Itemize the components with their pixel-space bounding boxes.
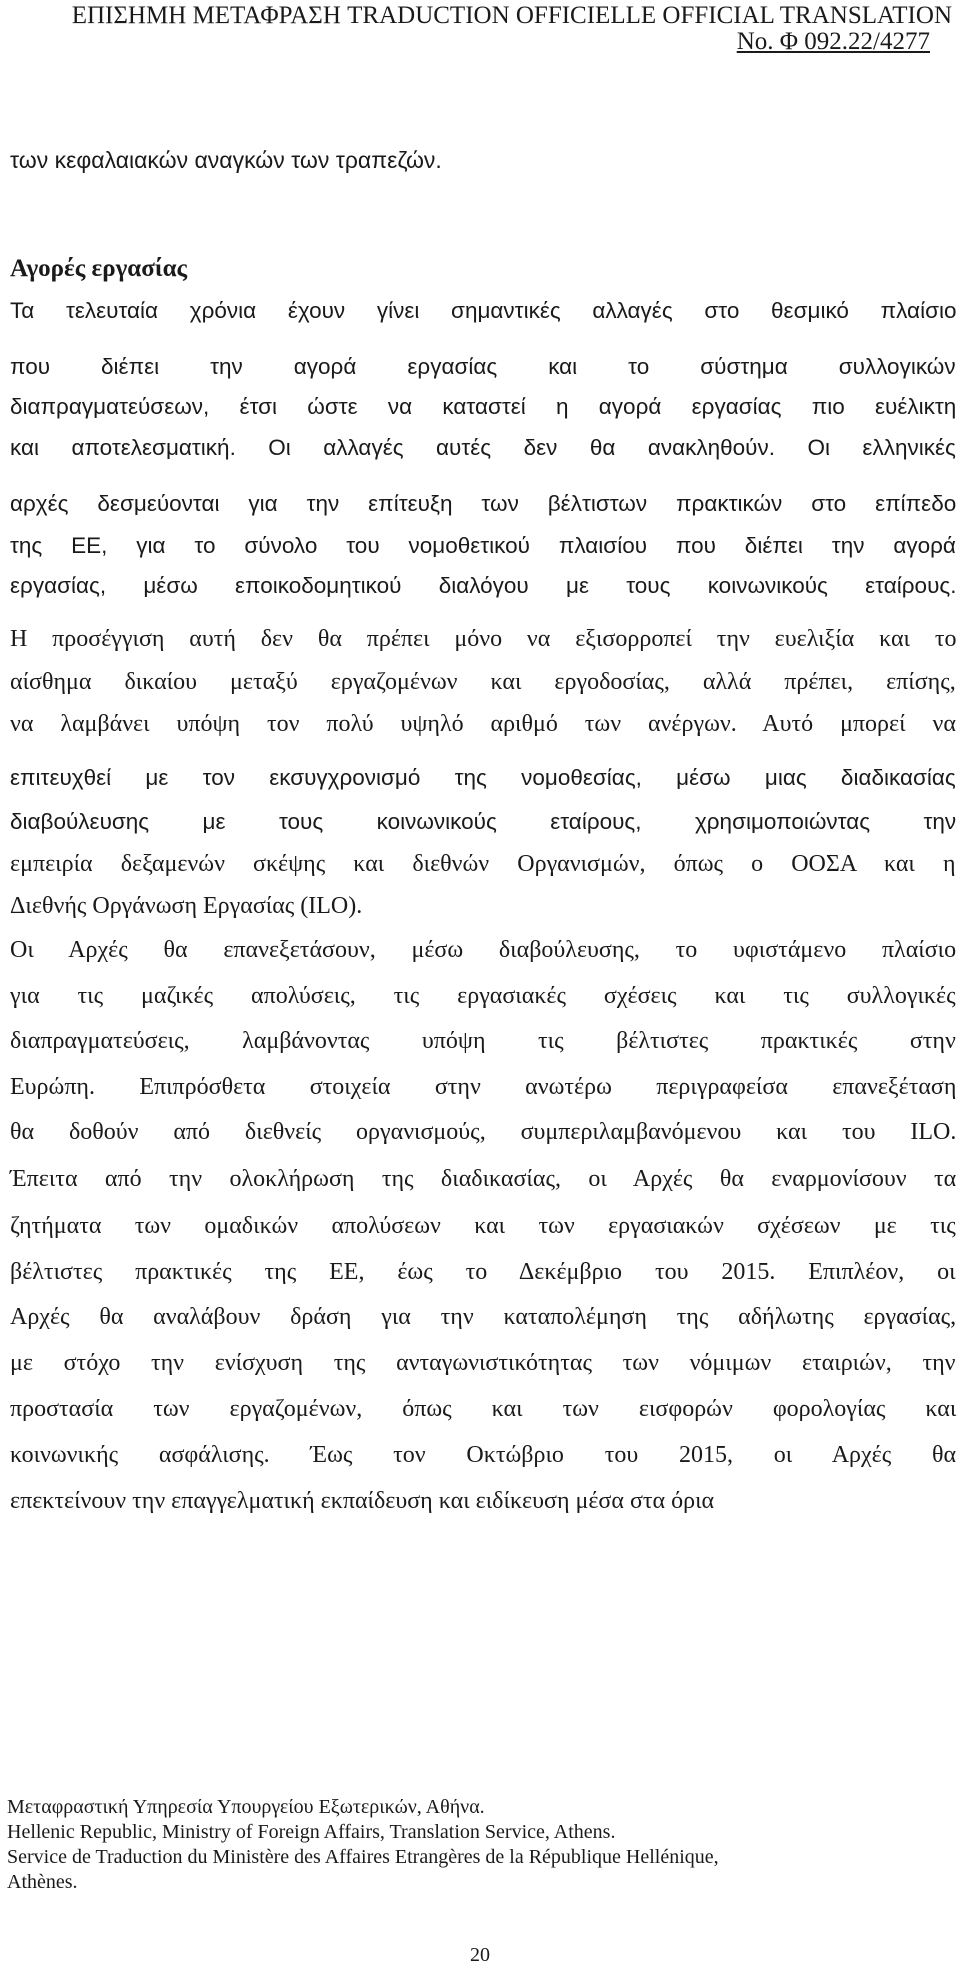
translation-service-footer: [7, 1795, 957, 1895]
body-line: και αποτελεσματική. Οι αλλαγές αυτές δεν θα ανακληθούν. Οι ελληνικές: [10, 435, 956, 460]
body-line: ζητήματα των ομαδικών απολύσεων και των εργασιακών σχέσεων με τις: [10, 1213, 956, 1239]
body-line: Διεθνής Οργάνωση Εργασίας (ILO).: [10, 893, 363, 919]
footer-line-greek: Μεταφραστική Υπηρεσία Υπουργείου Εξωτερικών, Αθήνα.: [7, 1796, 485, 1818]
body-line: Έπειτα από την ολοκλήρωση της διαδικασίας, οι Αρχές θα εναρμονίσουν τα: [10, 1166, 957, 1192]
body-line: να λαμβάνει υπόψη τον πολύ υψηλό αριθμό των ανέργων. Αυτό μπορεί να: [10, 711, 956, 737]
body-line: Αρχές θα αναλάβουν δράση για την καταπολέμηση της αδήλωτης εργασίας,: [10, 1304, 957, 1330]
footer-line-french: Service de Traduction du Ministère des Affaires Etrangères de la République Hellénique,: [7, 1846, 719, 1868]
body-line: Τα τελευταία χρόνια έχουν γίνει σημαντικές αλλαγές στο θεσμικό πλαίσιο: [10, 298, 957, 323]
body-line: επιτευχθεί με τον εκσυγχρονισμό της νομοθεσίας, μέσω μιας διαδικασίας: [10, 765, 956, 790]
body-line: της ΕΕ, για το σύνολο του νομοθετικού πλαισίου που διέπει την αγορά: [10, 533, 956, 558]
footer-line-english: Hellenic Republic, Ministry of Foreign Affairs, Translation Service, Athens.: [7, 1821, 616, 1843]
body-line: θα δοθούν από διεθνείς οργανισμούς, συμπεριλαμβανόμενου και του ILO.: [10, 1119, 957, 1145]
body-line: επεκτείνουν την επαγγελματική εκπαίδευση και ειδίκευση μέσα στα όρια: [10, 1488, 715, 1514]
body-line: εργασίας, μέσω εποικοδομητικού διαλόγου με τους κοινωνικούς εταίρους.: [10, 573, 957, 598]
footer-line-city: Athènes.: [7, 1871, 78, 1893]
body-line: προστασία των εργαζομένων, όπως και των εισφορών φορολογίας και: [10, 1396, 957, 1422]
body-line: διαβούλευσης με τους κοινωνικούς εταίρους, χρησιμοποιώντας την: [10, 809, 957, 834]
document-reference-number: No. Φ 092.22/4277: [736, 28, 930, 55]
section-heading: Αγορές εργασίας: [10, 255, 188, 282]
page-number: 20: [470, 1944, 490, 1966]
body-line: Η προσέγγιση αυτή δεν θα πρέπει μόνο να εξισορροπεί την ευελιξία και το: [10, 626, 957, 652]
body-line: Ευρώπη. Επιπρόσθετα στοιχεία στην ανωτέρω περιγραφείσα επανεξέταση: [10, 1074, 957, 1100]
body-line: Οι Αρχές θα επανεξετάσουν, μέσω διαβούλευσης, το υφιστάμενο πλαίσιο: [10, 937, 957, 963]
body-line: εμπειρία δεξαμενών σκέψης και διεθνών Οργανισμών, όπως ο ΟΟΣΑ και η: [10, 851, 956, 877]
body-line: με στόχο την ενίσχυση της ανταγωνιστικότητας των νόμιμων εταιριών, την: [10, 1350, 956, 1376]
body-line: που διέπει την αγορά εργασίας και το σύστημα συλλογικών: [10, 354, 956, 379]
body-line: διαπραγματεύσεων, έτσι ώστε να καταστεί η αγορά εργασίας πιο ευέλικτη: [10, 394, 957, 419]
body-line: αίσθημα δικαίου μεταξύ εργαζομένων και εργοδοσίας, αλλά πρέπει, επίσης,: [10, 669, 956, 695]
carried-over-sentence: των κεφαλαιακών αναγκών των τραπεζών.: [10, 147, 442, 173]
body-line: για τις μαζικές απολύσεις, τις εργασιακές σχέσεις και τις συλλογικές: [10, 983, 956, 1009]
body-line: κοινωνικής ασφάλισης. Έως τον Οκτώβριο του 2015, οι Αρχές θα: [10, 1442, 957, 1468]
official-translation-banner: ΕΠΙΣΗΜΗ ΜΕΤΑΦΡΑΣΗ TRADUCTION OFFICIELLE OFFICIAL TRANSLATION: [71, 2, 952, 29]
body-line: αρχές δεσμεύονται για την επίτευξη των βέλτιστων πρακτικών στο επίπεδο: [10, 491, 957, 516]
body-line: διαπραγματεύσεις, λαμβάνοντας υπόψη τις βέλτιστες πρακτικές στην: [10, 1028, 956, 1054]
body-line: βέλτιστες πρακτικές της ΕΕ, έως το Δεκέμβριο του 2015. Επιπλέον, οι: [10, 1259, 956, 1285]
